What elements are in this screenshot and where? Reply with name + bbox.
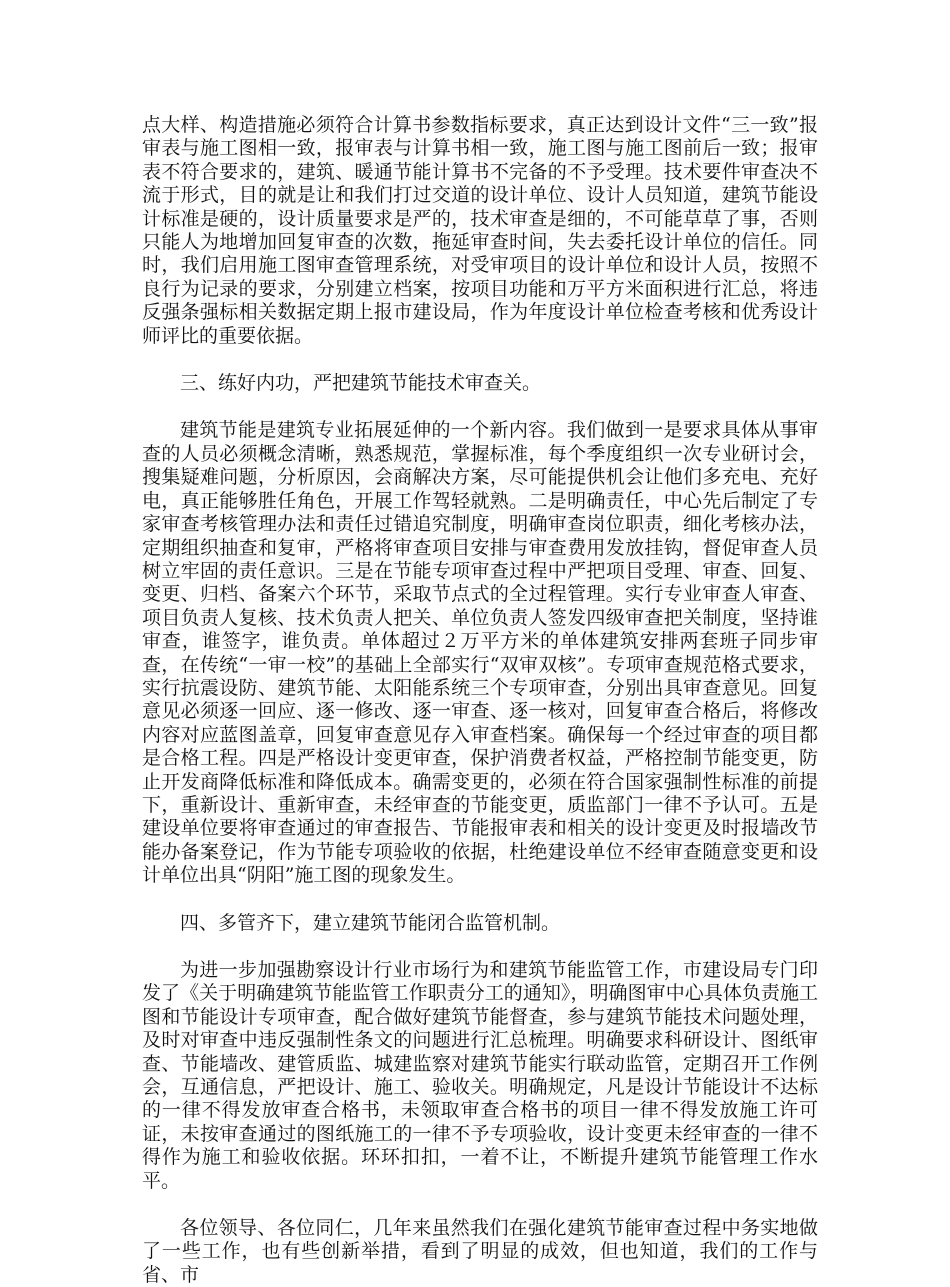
section-heading-three: 三、练好内功，严把建筑节能技术审查关。 xyxy=(180,372,542,395)
body-paragraph-design-documents: 点大样、构造措施必须符合计算书参数指标要求，真正达到设计文件“三一致”报审表与施工图相一致，报审表与计算书相一致，施工图与施工图前后一致；报审表不符合要求的，建筑、暖通节能计算书不完备的不予受理。技术要件审查决不流于形式，目的就是让和我们打过交道的设计单位、设计人员知道，建筑节能设计标准是硬的，设计质量要求是严的，技术审查是细的，不可能草草了事，否则只能人为地增加回复审查的次数，拖延审查时间，失去委托设计单位的信任。同时，我们启用施工图审查管理系统，对受审项目的设计单位和设计人员，按照不良行为记录的要求，分别建立档案，按项目功能和万平方米面积进行汇总，将违反强条强标相关数据定期上报市建设局，作为年度设计单位检查考核和优秀设计师评比的重要依据。 xyxy=(142,114,818,347)
document-page xyxy=(142,114,818,1287)
section-heading-four: 四、多管齐下，建立建筑节能闭合监管机制。 xyxy=(180,911,561,934)
body-paragraph-closing: 各位领导、各位同仁，几年来虽然我们在强化建筑节能审查过程中务实地做了一些工作，也有些创新举措，看到了明显的成效，但也知道，我们的工作与省、市 xyxy=(142,1217,818,1286)
body-paragraph-technical-review: 建筑节能是建筑专业拓展延伸的一个新内容。我们做到一是要求具体从事审查的人员必须概念清晰，熟悉规范，掌握标准，每个季度组织一次专业研讨会，搜集疑难问题，分析原因，会商解决方案，尽可能提供机会让他们多充电、充好电，真正能够胜任角色，开展工作驾轻就熟。二是明确责任，中心先后制定了专家审查考核管理办法和责任过错追究制度，明确审查岗位职责，细化考核办法，定期组织抽查和复审，严格将审查项目安排与审查费用发放挂钩，督促审查人员树立牢固的责任意识。三是在节能专项审查过程中严把项目受理、审查、回复、变更、归档、备案六个环节，采取节点式的全过程管理。实行专业审查人审查、项目负责人复核、技术负责人把关、单位负责人签发四级审查把关制度，坚持谁审查，谁签字，谁负责。单体超过２万平方米的单体建筑安排两套班子同步审查，在传统“一审一校”的基础上全部实行“双审双核”。专项审查规范格式要求，实行抗震设防、建筑节能、太阳能系统三个专项审查，分别出具审查意见。回复意见必须逐一回应、逐一修改、逐一审查、逐一核对，回复审查合格后，将修改内容对应蓝图盖章，回复审查意见存入审查档案。确保每一个经过审查的项目都是合格工程。四是严格设计变更审查，保护消费者权益，严格控制节能变更，防止开发商降低标准和降低成本。确需变更的，必须在符合国家强制性标准的前提下，重新设计、重新审查，未经审查的节能变更，质监部门一律不予认可。五是建设单位要将审查通过的审查报告、节能报审表和相关的设计变更及时报墙改节能办备案登记，作为节能专项验收的依据，杜绝建设单位不经审查随意变更和设计单位出具“阴阳”施工图的现象发生。 xyxy=(142,419,818,887)
body-paragraph-joint-supervision: 为进一步加强勘察设计行业市场行为和建筑节能监管工作，市建设局专门印发了《关于明确建筑节能监管工作职责分工的通知》，明确图审中心具体负责施工图和节能设计专项审查，配合做好建筑节能督查，参与建筑节能技术问题处理，及时对审查中违反强制性条文的问题进行汇总梳理。明确要求科研设计、图纸审查、节能墙改、建管质监、城建监察对建筑节能实行联动监管，定期召开工作例会，互通信息，严把设计、施工、验收关。明确规定，凡是设计节能设计不达标的一律不得发放审查合格书，未领取审查合格书的项目一律不得发放施工许可证，未按审查通过的图纸施工的一律不予专项验收，设计变更未经审查的一律不得作为施工和验收依据。环环扣扣，一着不让，不断提升建筑节能管理工作水平。 xyxy=(142,959,818,1192)
